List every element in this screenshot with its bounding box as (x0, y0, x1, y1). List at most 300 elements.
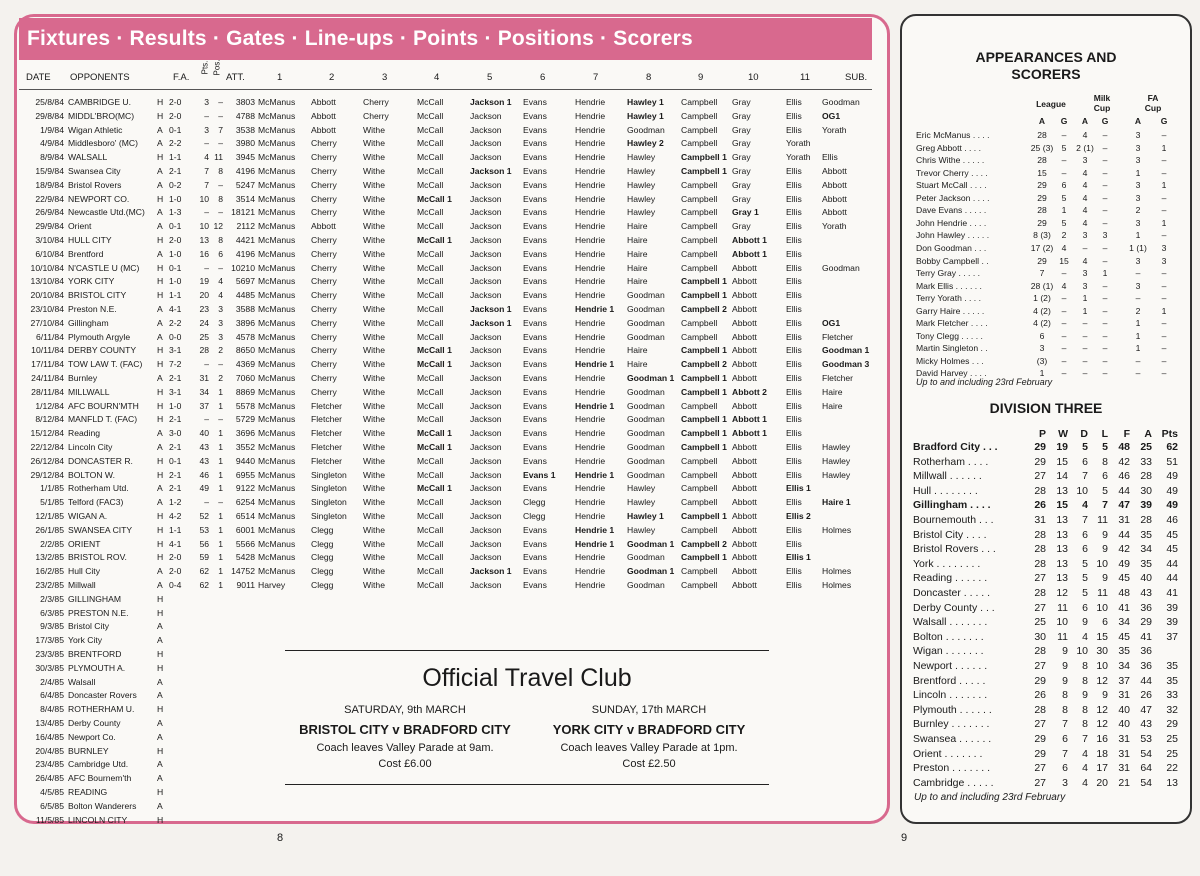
fixture-cell-p11: Ellis (786, 442, 802, 452)
division-value: 5 (1082, 587, 1088, 599)
fixture-cell-fa: 1-1 (169, 524, 182, 535)
division-value: 6 (1102, 616, 1108, 629)
fixture-cell-date: 11/5/85 (35, 814, 64, 825)
travel-title: Official Travel Club (422, 664, 632, 692)
fixture-cell-p2: Cherry (311, 166, 337, 176)
appearance-value: – (1135, 268, 1141, 279)
player-name: John Hendrie . . . . (916, 217, 987, 228)
player-name: Martin Singleton . . (916, 343, 988, 354)
appearance-value: – (1061, 368, 1067, 379)
fixture-cell-ha: H (157, 359, 164, 370)
fixture-cell-p3: Withe (363, 207, 385, 218)
division-value: 25 (1034, 616, 1046, 629)
fixture-cell-pts: 49 (199, 483, 209, 494)
appearance-row (902, 306, 1190, 318)
fixture-cell-pts: 7 (204, 179, 209, 190)
appearance-value: 4 (1082, 167, 1088, 178)
header-8: 8 (646, 72, 652, 83)
division-value: 29 (1034, 747, 1046, 760)
fixture-cell-p6: Evans (523, 179, 547, 190)
fixture-cell-ha: A (157, 221, 163, 232)
division-value: 34 (1140, 543, 1152, 556)
fixture-row (0, 194, 890, 207)
division-value: 9 (1082, 616, 1088, 629)
fixture-cell-ha: A (157, 179, 163, 190)
fixture-cell-p11: Ellis (786, 345, 802, 356)
fixture-cell-p4: McCall (417, 497, 444, 508)
fixture-cell-p5: Jackson (470, 524, 502, 535)
appearance-value: 3 (1135, 192, 1141, 203)
fixture-cell-p11: Ellis (786, 359, 802, 370)
fixture-cell-p7: Hendrie (575, 317, 606, 328)
fixture-cell-p10: Gray (732, 110, 751, 121)
appearance-value: – (1082, 318, 1088, 329)
fixture-cell-p6: Evans (523, 317, 547, 328)
fixture-cell-p6: Evans (523, 400, 547, 411)
fixture-cell-p7: Hendrie (575, 110, 606, 121)
fixture-cell-ha: A (157, 621, 163, 632)
division-value: 35 (1118, 645, 1130, 658)
fixture-row (0, 594, 890, 607)
fixture-cell-p8: Goodman 1 (627, 566, 675, 577)
division-value: 41 (1166, 587, 1178, 599)
fixture-cell-fa: 4-1 (169, 304, 182, 314)
fixture-cell-p6: Evans (523, 290, 547, 301)
appearance-value: – (1135, 293, 1141, 304)
team-name: Cambridge . . . . . (913, 776, 994, 789)
fixture-cell-p8: Haire (627, 276, 648, 287)
fixture-cell-sub: Goodman 3 (822, 359, 870, 370)
fixture-cell-p2: Cherry (311, 345, 337, 356)
fixture-cell-p10: Abbott (732, 455, 757, 466)
team-name: Doncaster . . . . . (913, 587, 991, 599)
fixture-row (0, 276, 890, 289)
fixture-cell-p11: Ellis (786, 414, 802, 425)
player-name: Dave Evans . . . . . (916, 205, 987, 216)
fixture-cell-p7: Hendrie (575, 331, 606, 342)
fixture-row (0, 580, 890, 593)
fixture-cell-fa: 0-1 (169, 221, 182, 232)
fixture-cell-att: 8650 (235, 345, 255, 356)
appearance-value: – (1161, 293, 1167, 304)
fixture-cell-p2: Fletcher (311, 400, 343, 411)
fixture-cell-att: 3552 (235, 442, 255, 452)
fixture-cell-pts: – (204, 138, 209, 149)
appearance-value: 29 (1037, 255, 1047, 266)
division-value: 25 (1166, 747, 1178, 760)
appearance-value: – (1102, 142, 1108, 153)
fixture-cell-p6: Evans (523, 345, 547, 356)
fixture-cell-ha: A (157, 580, 163, 590)
fixture-cell-p7: Hendrie (575, 414, 606, 425)
fixture-cell-att: 3980 (235, 138, 255, 149)
division-value: 5 (1082, 441, 1088, 453)
fixture-cell-p9: Campbell 1 (681, 511, 727, 521)
division-value: 6 (1082, 601, 1088, 614)
fixture-row (0, 111, 890, 124)
appearance-row (902, 130, 1190, 142)
fixture-cell-p5: Jackson (470, 138, 502, 149)
fixture-cell-p10: Abbott (732, 331, 757, 342)
fixture-cell-p8: Hawley (627, 483, 656, 494)
division-value: 31 (1118, 747, 1130, 760)
fixture-cell-p8: Hawley 2 (627, 138, 664, 149)
fixture-cell-opp: YORK CITY (68, 276, 115, 287)
fixture-cell-p3: Withe (363, 193, 385, 204)
fixture-cell-p6: Evans (523, 235, 547, 245)
fixture-cell-p3: Withe (363, 400, 385, 411)
fixture-cell-p4: McCall (417, 373, 444, 383)
fixture-cell-date: 28/11/84 (31, 386, 64, 397)
fixture-cell-p3: Withe (363, 235, 385, 245)
fixture-cell-ha: H (157, 524, 164, 535)
team-name: York . . . . . . . . (913, 557, 981, 570)
header-sub: SUB. (845, 72, 868, 83)
team-name: Millwall . . . . . . (913, 470, 982, 483)
division-value: 22 (1166, 762, 1178, 775)
appearance-row (902, 256, 1190, 268)
page-number-left: 8 (277, 832, 284, 844)
appearance-value: 1 (1082, 305, 1088, 316)
division-value: 43 (1140, 718, 1152, 731)
team-name: Wigan . . . . . . . (913, 645, 984, 658)
division-value: 10 (1096, 601, 1108, 614)
fixture-cell-opp: ORIENT (68, 538, 101, 549)
fixture-cell-p6: Evans (523, 248, 547, 259)
appearance-value: 5 (1061, 217, 1067, 228)
fixture-cell-p5: Jackson (470, 124, 502, 135)
division-value: 49 (1166, 484, 1178, 497)
fixture-cell-p9: Campbell (681, 97, 718, 107)
fixture-cell-ha: H (157, 455, 164, 466)
fixture-cell-p5: Jackson (470, 386, 502, 397)
fixture-cell-p9: Campbell (681, 248, 718, 259)
fixture-cell-p9: Campbell 1 (681, 373, 727, 383)
division-value: 13 (1056, 528, 1068, 541)
division-value: 28 (1034, 645, 1046, 658)
fixture-cell-ha: H (157, 538, 164, 549)
fixture-cell-p3: Withe (363, 166, 385, 176)
fixture-cell-date: 12/1/85 (35, 511, 64, 521)
fixture-cell-pts: 46 (199, 469, 209, 480)
fixture-cell-att: 4578 (235, 331, 255, 342)
fixture-cell-ha: A (157, 373, 163, 383)
fixture-cell-ha: H (157, 235, 164, 245)
fixture-cell-p2: Singleton (311, 469, 347, 480)
fixture-cell-p10: Abbott (732, 497, 757, 508)
fixture-cell-p7: Hendrie (575, 428, 606, 439)
appearance-value: – (1161, 130, 1167, 140)
fixture-cell-pts: – (204, 207, 209, 218)
division-row (902, 762, 1190, 776)
fixture-cell-date: 26/4/85 (35, 773, 64, 784)
fixture-cell-p11: Yorath (786, 138, 811, 149)
fixture-cell-att: 3588 (235, 304, 255, 314)
player-name: Terry Gray . . . . . (916, 268, 980, 279)
team-name: Preston . . . . . . . (913, 762, 991, 775)
fixture-cell-fa: 0-4 (169, 580, 182, 590)
division-value: 26 (1034, 689, 1046, 702)
team-name: Rotherham . . . . (913, 455, 989, 468)
division-value: 12 (1096, 718, 1108, 731)
division-col-header: A (1144, 428, 1152, 440)
fixture-cell-opp: Doncaster Rovers (68, 690, 137, 701)
fixture-cell-p3: Withe (363, 469, 385, 480)
fixture-cell-p4: McCall (417, 317, 444, 328)
fixture-cell-p4: McCall (417, 386, 444, 397)
division-value: 28 (1034, 557, 1046, 570)
trip-date: SATURDAY, 9th MARCH (344, 704, 466, 716)
fixture-cell-p6: Evans (523, 207, 547, 218)
appearance-value: 3 (1135, 255, 1141, 266)
appearance-value: 3 (1082, 230, 1088, 241)
fixture-cell-p3: Withe (363, 386, 385, 397)
fixture-cell-date: 4/9/84 (40, 138, 64, 149)
fixture-cell-p2: Singleton (311, 483, 347, 494)
division-col-header: L (1101, 428, 1108, 440)
division-value: 33 (1140, 455, 1152, 468)
appearances-title (902, 49, 1190, 83)
fixture-cell-p8: Goodman (627, 317, 665, 328)
fixture-cell-p9: Campbell (681, 207, 718, 218)
division-value: 12 (1056, 587, 1068, 599)
fixture-cell-opp: CAMBRIDGE U. (68, 97, 132, 107)
fixture-cell-p10: Abbott (732, 373, 757, 383)
fixture-cell-pos: 1 (218, 428, 223, 439)
division-value: 27 (1034, 718, 1046, 731)
fixture-cell-p10: Abbott 1 (732, 414, 767, 425)
fixture-cell-p4: McCall (417, 290, 444, 301)
fixture-cell-fa: 2-2 (169, 138, 182, 149)
fixture-cell-ha: A (157, 138, 163, 149)
fixture-cell-p2: Cherry (311, 152, 337, 163)
team-name: Plymouth . . . . . . (913, 703, 992, 716)
division-col-header: F (1123, 428, 1130, 440)
fixture-cell-p6: Evans (523, 552, 547, 563)
division-value: 29 (1034, 733, 1046, 745)
appearance-value: 28 (1) (1030, 280, 1054, 291)
fixture-cell-p2: Cherry (311, 262, 337, 273)
fixture-cell-p1: McManus (258, 469, 296, 480)
milk-line2: Cup (1093, 103, 1111, 113)
fixture-cell-ha: H (157, 552, 164, 563)
fixture-cell-p7: Hendrie (575, 221, 606, 232)
appearance-value: – (1102, 192, 1108, 203)
fixture-cell-ha: A (157, 442, 163, 452)
fixture-cell-date: 20/4/85 (35, 745, 64, 756)
division-col-header: W (1058, 428, 1068, 440)
division-row (902, 572, 1190, 586)
fixture-row (0, 621, 890, 634)
fixture-cell-p9: Campbell (681, 193, 718, 204)
appearance-row (902, 230, 1190, 242)
fixture-cell-p8: Goodman (627, 414, 665, 425)
appearance-value: 1 (1161, 142, 1167, 153)
player-name: John Hawley . . . . . (916, 230, 990, 241)
fixture-cell-p5: Jackson (470, 442, 502, 452)
fixture-cell-p5: Jackson 1 (470, 317, 512, 328)
fixture-cell-p10: Abbott (732, 469, 757, 480)
fixture-cell-pos: 1 (218, 538, 223, 549)
appearance-row (902, 268, 1190, 280)
fixture-cell-opp: N'CASTLE U (MC) (68, 262, 140, 273)
division-value: 9 (1102, 528, 1108, 541)
fixture-cell-sub: Abbott (822, 207, 847, 218)
division-value: 6 (1082, 455, 1088, 468)
fixture-cell-p1: McManus (258, 235, 296, 245)
trip-cost: Cost £6.00 (378, 758, 432, 770)
appearance-value: 1 (1102, 268, 1108, 279)
fixture-cell-fa: 2-1 (169, 166, 182, 176)
travel-trip-2 (529, 702, 769, 772)
appearance-value: 3 (1135, 280, 1141, 291)
fixture-cell-p1: McManus (258, 179, 296, 190)
appearances-title-line1: APPEARANCES AND (975, 49, 1117, 65)
fixture-cell-p11: Ellis (786, 331, 802, 342)
fixture-cell-p4: McCall 1 (417, 359, 452, 370)
division-row (902, 514, 1190, 528)
appearance-value: 29 (1037, 192, 1047, 203)
fixture-cell-ha: A (157, 207, 163, 218)
fixture-cell-p11: Ellis 1 (786, 552, 811, 563)
fixture-cell-p2: Clegg (311, 566, 334, 577)
fixture-cell-p7: Hendrie 1 (575, 304, 615, 314)
player-name: Stuart McCall . . . . (916, 180, 987, 191)
player-name: Bobby Campbell . . (916, 255, 989, 266)
division-value: 37 (1166, 630, 1178, 643)
fixture-cell-p9: Campbell 1 (681, 386, 727, 397)
division-value: 13 (1056, 484, 1068, 497)
division-value: 39 (1140, 499, 1152, 512)
division-value: 15 (1096, 630, 1108, 643)
division-value: 47 (1140, 703, 1152, 716)
fixture-cell-sub: Yorath (822, 124, 847, 135)
fixture-cell-p4: McCall (417, 110, 444, 121)
fixture-cell-pts: 34 (199, 386, 209, 397)
fixture-cell-p8: Goodman (627, 580, 665, 590)
fixture-cell-att: 18121 (231, 207, 255, 218)
fixture-cell-p2: Fletcher (311, 455, 343, 466)
fixture-cell-p2: Abbott (311, 110, 336, 121)
fixture-cell-p7: Hendrie (575, 511, 606, 521)
fixture-cell-fa: 7-2 (169, 359, 182, 370)
fixture-cell-pts: – (204, 262, 209, 273)
appearance-value: – (1102, 305, 1108, 316)
division-value: 37 (1118, 674, 1130, 687)
header-10: 10 (748, 72, 759, 83)
fixture-cell-p9: Campbell 1 (681, 414, 727, 425)
fixture-cell-ha: A (157, 731, 163, 742)
appearance-value: 2 (1) (1076, 142, 1094, 153)
division-col-header: Pts (1161, 428, 1178, 440)
fixture-cell-pts: 10 (199, 193, 209, 204)
appearance-value: (3) (1036, 355, 1048, 366)
fixture-cell-date: 23/2/85 (35, 580, 64, 590)
appearance-value: 1 (1135, 330, 1141, 341)
division-value: 4 (1082, 747, 1088, 760)
division-value: 39 (1166, 616, 1178, 629)
player-name: David Harvey . . . . (916, 368, 987, 379)
appearance-value: 1 (1135, 343, 1141, 354)
fixture-cell-fa: 1-1 (169, 290, 182, 301)
appearance-value: 6 (1061, 180, 1067, 191)
fixture-cell-p1: McManus (258, 262, 296, 273)
appearance-value: 4 (1061, 242, 1067, 253)
fixture-cell-p2: Clegg (311, 524, 334, 535)
fixture-cell-p1: McManus (258, 207, 296, 218)
appearances-title-line2: SCORERS (1011, 66, 1081, 82)
fixture-row (0, 787, 890, 800)
fixture-cell-p4: McCall (417, 97, 444, 107)
division-value: 13 (1166, 776, 1178, 789)
division-value: 27 (1034, 660, 1046, 672)
division-value: 29 (1034, 441, 1046, 453)
fixture-cell-pts: 31 (199, 373, 209, 383)
appearance-value: 3 (1039, 343, 1045, 354)
fixture-cell-att: 5578 (235, 400, 255, 411)
fixture-cell-sub: Hawley (822, 455, 851, 466)
fixture-cell-att: 3896 (235, 317, 255, 328)
fixture-cell-p6: Evans (523, 166, 547, 176)
fixture-cell-p9: Campbell (681, 110, 718, 121)
fixture-cell-p9: Campbell 1 (681, 345, 727, 356)
appearance-value: 3 (1161, 255, 1167, 266)
fixture-cell-p4: McCall (417, 566, 444, 577)
fixture-cell-att: 10210 (231, 262, 255, 273)
header-1: 1 (277, 72, 283, 83)
fixture-cell-p11: Ellis (786, 373, 802, 383)
appearance-value: 15 (1059, 255, 1069, 266)
fixture-cell-pos: 3 (218, 317, 223, 328)
fixture-cell-pos: 1 (218, 386, 223, 397)
division-value: 28 (1034, 703, 1046, 716)
appearance-row (902, 218, 1190, 230)
fixture-cell-p5: Jackson (470, 262, 502, 273)
fixture-cell-ha: H (157, 649, 164, 659)
fixture-cell-p5: Jackson (470, 359, 502, 370)
division-value: 47 (1118, 499, 1130, 512)
division-value: 31 (1118, 514, 1130, 526)
fixture-cell-p2: Clegg (311, 580, 334, 590)
fixture-cell-att: 3514 (235, 193, 255, 204)
division-value: 10 (1096, 660, 1108, 672)
fixture-cell-p7: Hendrie (575, 235, 606, 245)
fixture-cell-pos: 1 (218, 483, 223, 494)
fixture-cell-p8: Haire (627, 359, 648, 370)
division-row (902, 543, 1190, 557)
division-value: 48 (1118, 441, 1130, 453)
fixture-cell-p6: Evans (523, 580, 547, 590)
appearance-col-header: G (1101, 116, 1109, 126)
fixture-cell-fa: 0-1 (169, 262, 182, 273)
fixture-cell-p11: Ellis (786, 469, 802, 480)
appearance-value: 5 (1061, 142, 1067, 153)
fixture-cell-sub: Abbott (822, 166, 847, 176)
fixture-cell-ha: H (157, 593, 164, 604)
appearance-value: – (1102, 217, 1108, 228)
team-name: Reading . . . . . . (913, 572, 988, 585)
appearance-value: – (1102, 343, 1108, 354)
fixture-cell-att: 9440 (235, 455, 255, 466)
division-value: 6 (1082, 528, 1088, 541)
fixture-cell-fa: 2-1 (169, 483, 182, 494)
fixture-cell-p8: Goodman (627, 552, 665, 563)
fixture-cell-p4: McCall (417, 276, 444, 287)
fixture-cell-p10: Abbott (732, 262, 757, 273)
fixture-cell-p3: Withe (363, 359, 385, 370)
division-row (902, 587, 1190, 601)
team-name: Bradford City . . . (913, 441, 998, 453)
